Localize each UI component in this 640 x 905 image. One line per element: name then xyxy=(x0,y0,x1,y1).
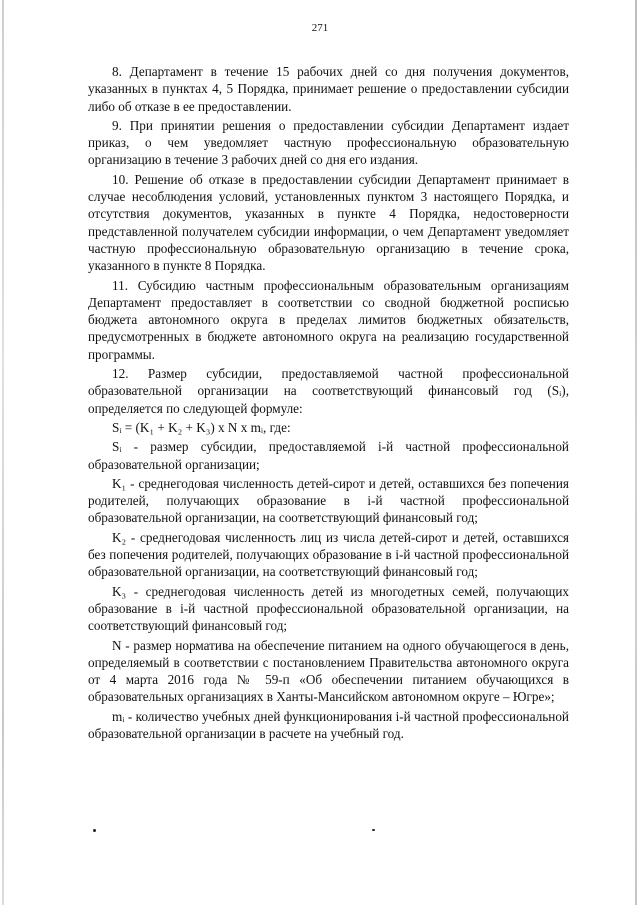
scan-left-edge xyxy=(2,0,4,905)
paragraph-10: 10. Решение об отказе в предоставлении субсидии Департамент принимает в случае несоблюдения условий, установленных пунктом 3 настоящего Порядка, и отсутствия документов, указанных в пункте 4 Порядка, недостоверности представленной получателем субсидии информации, о чем Департамент уведомляет частную профессиональную образовательную организацию в течение срока, указанного в пункте 8 Порядка. xyxy=(88,171,569,274)
definition-n: N - размер норматива на обеспечение питанием на одного обучающегося в день, определяемый в соответствии с постановлением Правительства автономного округа от 4 марта 2016 года № 59-п «Об обеспечении питанием обучающихся в образовательных организациях в Ханты-Мансийском автономном округе – Югре»; xyxy=(88,637,569,705)
paragraph-9: 9. При принятии решения о предоставлении субсидии Департамент издает приказ, о чем уведомляет частную профессиональную образовательную организацию в течение 3 рабочих дней со дня его издания. xyxy=(88,117,569,168)
definition-k1: K₁ - среднегодовая численность детей-сирот и детей, оставшихся без попечения родителей, получающих образование в i-й частной профессиональной образовательной организации, на соответствующий финансовый год; xyxy=(88,475,569,526)
document-body xyxy=(88,63,569,742)
definition-k2: K₂ - среднегодовая численность лиц из числа детей-сирот и детей, оставшихся без попечения родителей, получающих образование в i-й частной профессиональной образовательной организации, на соответствующий финансовый год; xyxy=(88,529,569,580)
paragraph-12: 12. Размер субсидии, предоставляемой частной профессиональной образовательной организации на соответствующий финансовый год (Sᵢ), определяется по следующей формуле: xyxy=(88,366,569,416)
paragraph-8: 8. Департамент в течение 15 рабочих дней со дня получения документов, указанных в пунктах 4, 5 Порядка, принимает решение о предоставлении субсидии либо об отказе в ее предоставлении. xyxy=(88,64,569,114)
definition-mi: mᵢ - количество учебных дней функционирования i-й частной профессиональной образовательной организации в расчете на учебный год. xyxy=(88,708,569,741)
scan-speck-right xyxy=(372,829,375,831)
scan-right-edge xyxy=(635,0,637,905)
definition-si: Sᵢ - размер субсидии, предоставляемой i-й частной профессиональной образовательной организации; xyxy=(88,439,569,472)
scan-speck-left xyxy=(93,829,96,832)
paragraph-11: 11. Субсидию частным профессиональным образовательным организациям Департамент предоставляет в соответствии со сводной бюджетной росписью бюджета автономного округа в пределах лимитов бюджетных обязательств, предусмотренных в бюджете автономного округа на реализацию государственной программы. xyxy=(88,277,569,362)
page-number: 271 xyxy=(311,22,329,34)
subsidy-formula: Sᵢ = (K₁ + K₂ + K₃) x N x mᵢ, где: xyxy=(112,419,291,435)
definition-k3: K₃ - среднегодовая численность детей из многодетных семей, получающих образование в i-й частной профессиональной образовательной организации, на соответствующий финансовый год; xyxy=(88,583,569,634)
